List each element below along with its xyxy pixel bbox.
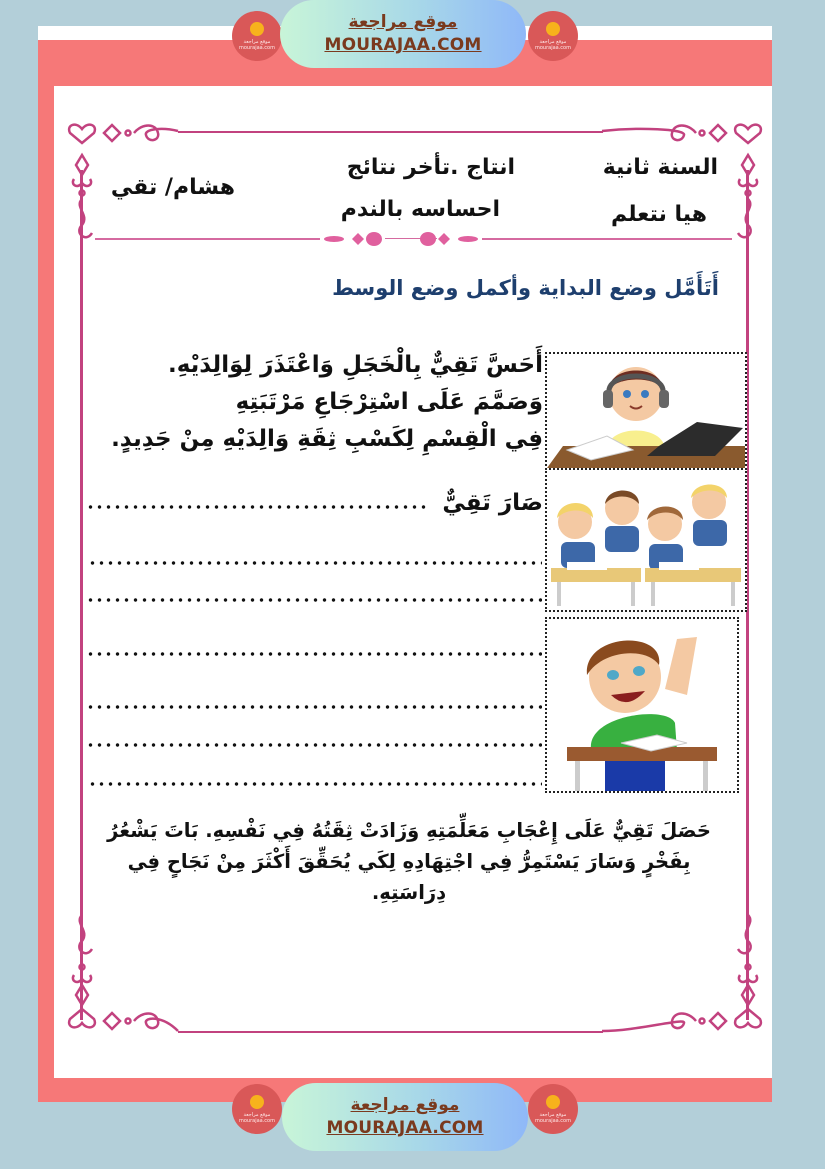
badge-text: موقع مراجعة [539, 38, 567, 45]
boy-with-laptop-illustration-icon [547, 354, 745, 468]
subject-label: هيا نتعلم [610, 202, 707, 227]
instruction-text: أَتَأَمَّل وضع البداية وأكمل وضع الوسط [332, 276, 719, 300]
ending-line: حَصَلَ تَقِيٌّ عَلَى إِعْجَابِ مَعَلِّمَتِهِ وَزَادَتْ ثِقَتُهُ فِي نَفْسِهِ. بَاتَ يَشْعُرُ [107, 819, 711, 842]
frame-border-left [80, 170, 83, 1020]
logo-icon [546, 22, 560, 36]
children-at-desks-illustration-icon [547, 470, 745, 610]
answer-line[interactable] [86, 743, 542, 747]
grade-label: السنة ثانية [602, 155, 718, 180]
answer-line[interactable] [86, 505, 430, 509]
image-children-reading [545, 468, 747, 612]
badge-text: موقع مراجعة [243, 1111, 271, 1118]
brand-arabic-name[interactable]: موقع مراجعة [350, 1095, 460, 1115]
story-line: فِي الْقِسْمِ لِكَسْبِ ثِقَةِ وَالِدَيْهِ مِنْ جَدِيدٍ. [111, 426, 543, 452]
badge-text: موقع مراجعة [539, 1111, 567, 1118]
story-line: أَحَسَّ تَقِيٌّ بِالْخَجَلِ وَاعْتَذَرَ لِوَالِدَيْهِ. [167, 352, 543, 378]
answer-line[interactable] [88, 782, 542, 786]
answer-line[interactable] [86, 652, 542, 656]
image-boy-raising-hand [545, 617, 739, 793]
brand-arabic-name[interactable]: موقع مراجعة [348, 12, 458, 32]
brand-badge-left [232, 11, 282, 61]
brand-badge-right [528, 11, 578, 61]
frame-border-top [178, 131, 603, 133]
answer-line[interactable] [86, 705, 542, 709]
boy-raising-hand-illustration-icon [547, 619, 737, 791]
frame-border-bottom [178, 1031, 603, 1033]
image-boy-headphones [545, 352, 747, 470]
badge-text: mourajaa.com [238, 44, 275, 51]
topic-line-2: احساسه بالندم [340, 197, 500, 222]
header-divider-right [482, 238, 732, 240]
divider-ornament-icon [320, 228, 482, 250]
badge-text: موقع مراجعة [243, 38, 271, 45]
brand-badge-left-bottom [232, 1084, 282, 1134]
names-label: هشام/ تقي [110, 175, 235, 200]
corner-ornament-bottom-right-icon [598, 905, 768, 1045]
ending-line: بِفَخْرٍ وَسَارَ يَسْتَمِرُّ فِي اجْتِهَادِهِ لِكَي يُحَقِّقَ أَكْثَرَ مِنْ نَجَاحٍ فِي [127, 850, 691, 873]
story-line: وَصَمَّمَ عَلَى اسْتِرْجَاعِ مَرْتَبَتِهِ [235, 389, 543, 415]
logo-icon [250, 22, 264, 36]
story-ending-text [86, 815, 732, 908]
brand-banner-bottom[interactable] [282, 1083, 528, 1151]
badge-text: mourajaa.com [534, 44, 571, 51]
corner-ornament-bottom-left-icon [62, 905, 182, 1045]
answer-line[interactable] [86, 598, 542, 602]
brand-site-link[interactable]: MOURAJAA.COM [324, 35, 482, 55]
topic-line-1: انتاج .تأخر نتائج [346, 155, 515, 180]
answer-line[interactable] [88, 561, 542, 565]
logo-icon [250, 1095, 264, 1109]
brand-site-link[interactable]: MOURAJAA.COM [326, 1118, 484, 1138]
badge-text: mourajaa.com [238, 1117, 275, 1124]
brand-banner-top[interactable] [280, 0, 526, 68]
story-middle-text [83, 347, 543, 458]
header-divider-left [95, 238, 320, 240]
logo-icon [546, 1095, 560, 1109]
ending-line: دِرَاسَتِهِ. [371, 881, 447, 904]
story-prompt: صَارَ تَقِيٌّ [442, 490, 543, 516]
badge-text: mourajaa.com [534, 1117, 571, 1124]
brand-badge-right-bottom [528, 1084, 578, 1134]
